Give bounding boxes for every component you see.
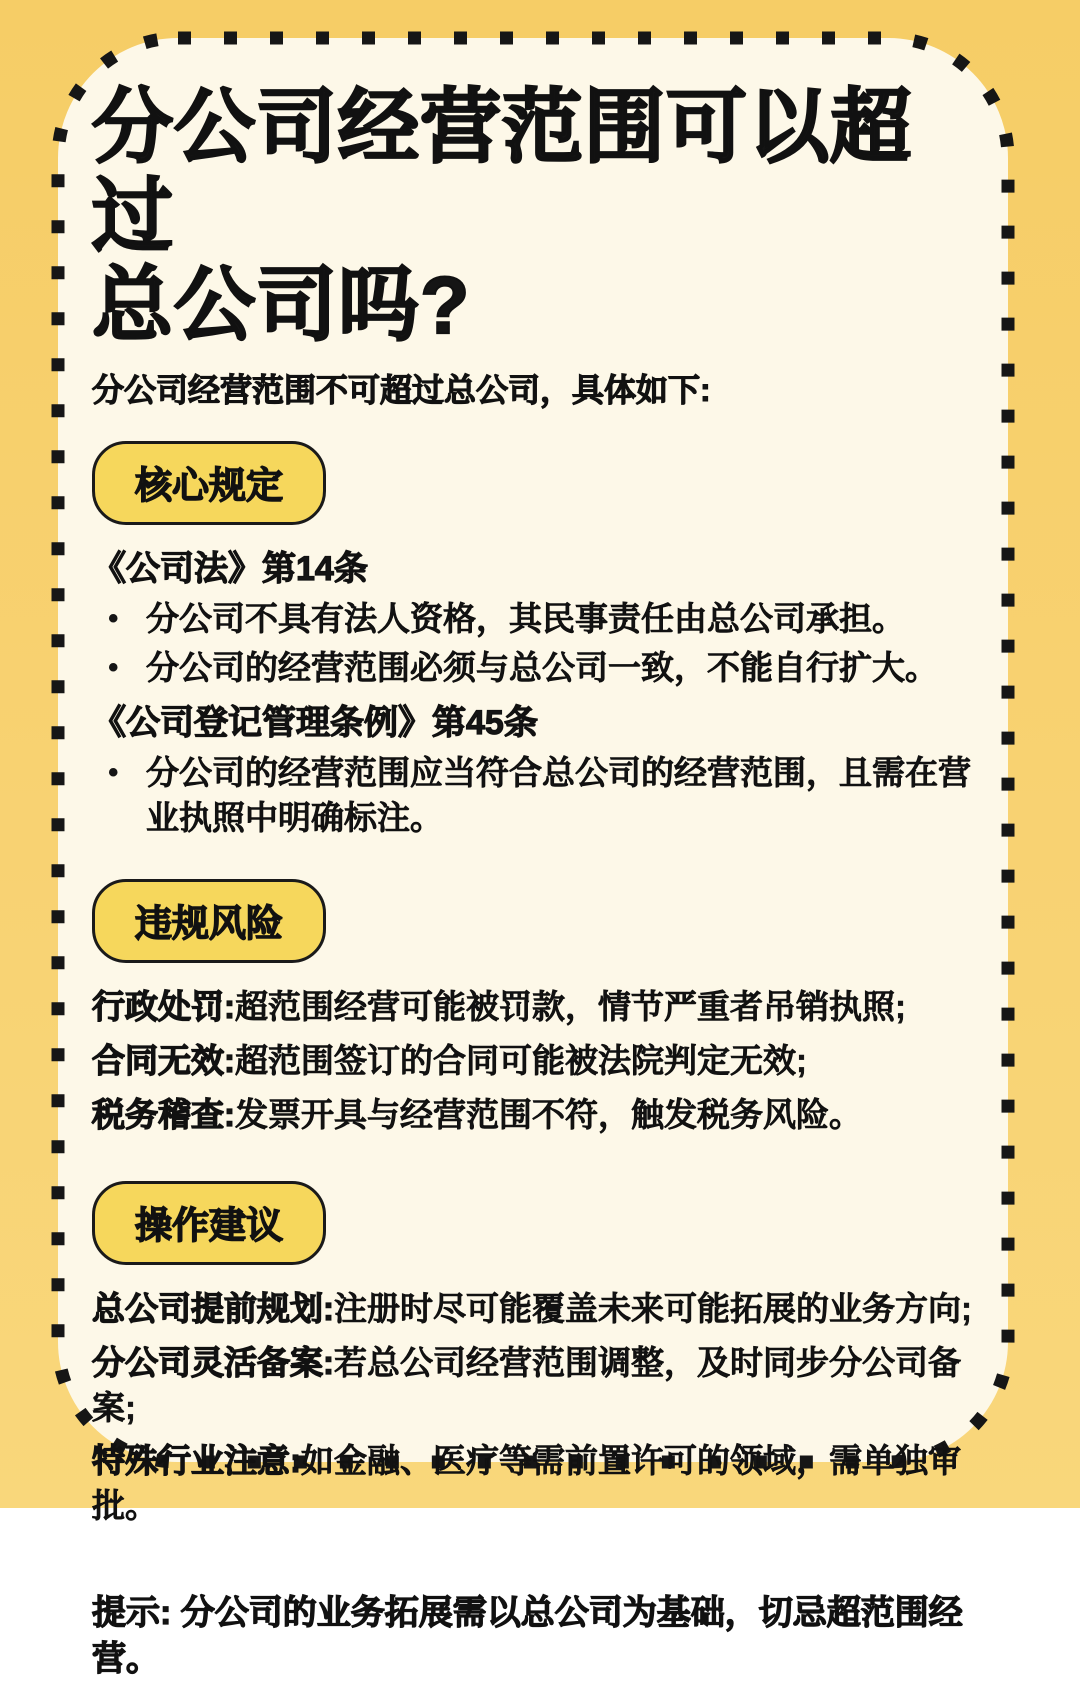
risk-text: 超范围签订的合同可能被法院判定无效; (235, 1042, 807, 1080)
bullet-item (92, 597, 992, 642)
risk-text: 发票开具与经营范围不符，触发税务风险。 (235, 1095, 862, 1133)
bullet-text: 分公司的经营范围应当符合总公司的经营范围，且需在营业执照中明确标注。 (146, 754, 971, 837)
bullet-text: 分公司不具有法人资格，其民事责任由总公司承担。 (146, 600, 905, 638)
risk-line (92, 1093, 992, 1138)
bullet-item (92, 751, 992, 841)
risk-line (92, 985, 992, 1030)
advice-label: 特殊行业注意: (92, 1442, 301, 1480)
advice-label: 总公司提前规划: (92, 1289, 334, 1327)
advice-line (92, 1341, 992, 1431)
card-content (92, 84, 992, 1683)
advice-text: 注册时尽可能覆盖未来可能拓展的业务方向; (334, 1289, 972, 1327)
section-risks-blocks (92, 985, 992, 1138)
section-violation-risks (92, 845, 992, 1138)
title-line-1: 分公司经营范围可以超过 (92, 83, 913, 263)
advice-line (92, 1439, 992, 1529)
section-badge-advice: 操作建议 (92, 1181, 326, 1265)
section-core-blocks (92, 547, 992, 841)
section-badge-risks: 违规风险 (92, 879, 326, 963)
advice-text: 若总公司经营范围调整，及时同步分公司备案; (92, 1343, 961, 1426)
section-operation-advice (92, 1147, 992, 1529)
advice-line (92, 1287, 992, 1332)
risk-line (92, 1039, 992, 1084)
section-core-regulations (92, 411, 992, 841)
title-line-2: 总公司吗? (92, 261, 471, 352)
risk-label: 合同无效: (92, 1042, 235, 1080)
page-title (92, 84, 992, 351)
law-header: 《公司登记管理条例》第45条 (92, 704, 538, 743)
bullet-icon: • (108, 651, 119, 685)
bullet-item (92, 646, 992, 691)
risk-text: 超范围经营可能被罚款，情节严重者吊销执照; (235, 988, 906, 1026)
tip-label: 提示: (92, 1594, 181, 1633)
law-header: 《公司法》第14条 (92, 550, 368, 589)
advice-text: 如金融、医疗等需前置许可的领域，需单独审批。 (92, 1442, 961, 1525)
advice-label: 分公司灵活备案: (92, 1343, 334, 1381)
risk-label: 税务稽查: (92, 1095, 235, 1133)
risk-label: 行政处罚: (92, 988, 235, 1026)
page-subtitle: 分公司经营范围不可超过总公司，具体如下: (92, 372, 711, 409)
section-badge-core: 核心规定 (92, 441, 326, 525)
bullet-icon: • (108, 602, 119, 636)
bullet-icon: • (108, 756, 119, 790)
bullet-text: 分公司的经营范围必须与总公司一致，不能自行扩大。 (146, 649, 938, 687)
section-advice-blocks (92, 1287, 992, 1529)
tip-line (92, 1591, 992, 1683)
tip-text: 分公司的业务拓展需以总公司为基础，切忌超范围经营。 (92, 1594, 963, 1679)
